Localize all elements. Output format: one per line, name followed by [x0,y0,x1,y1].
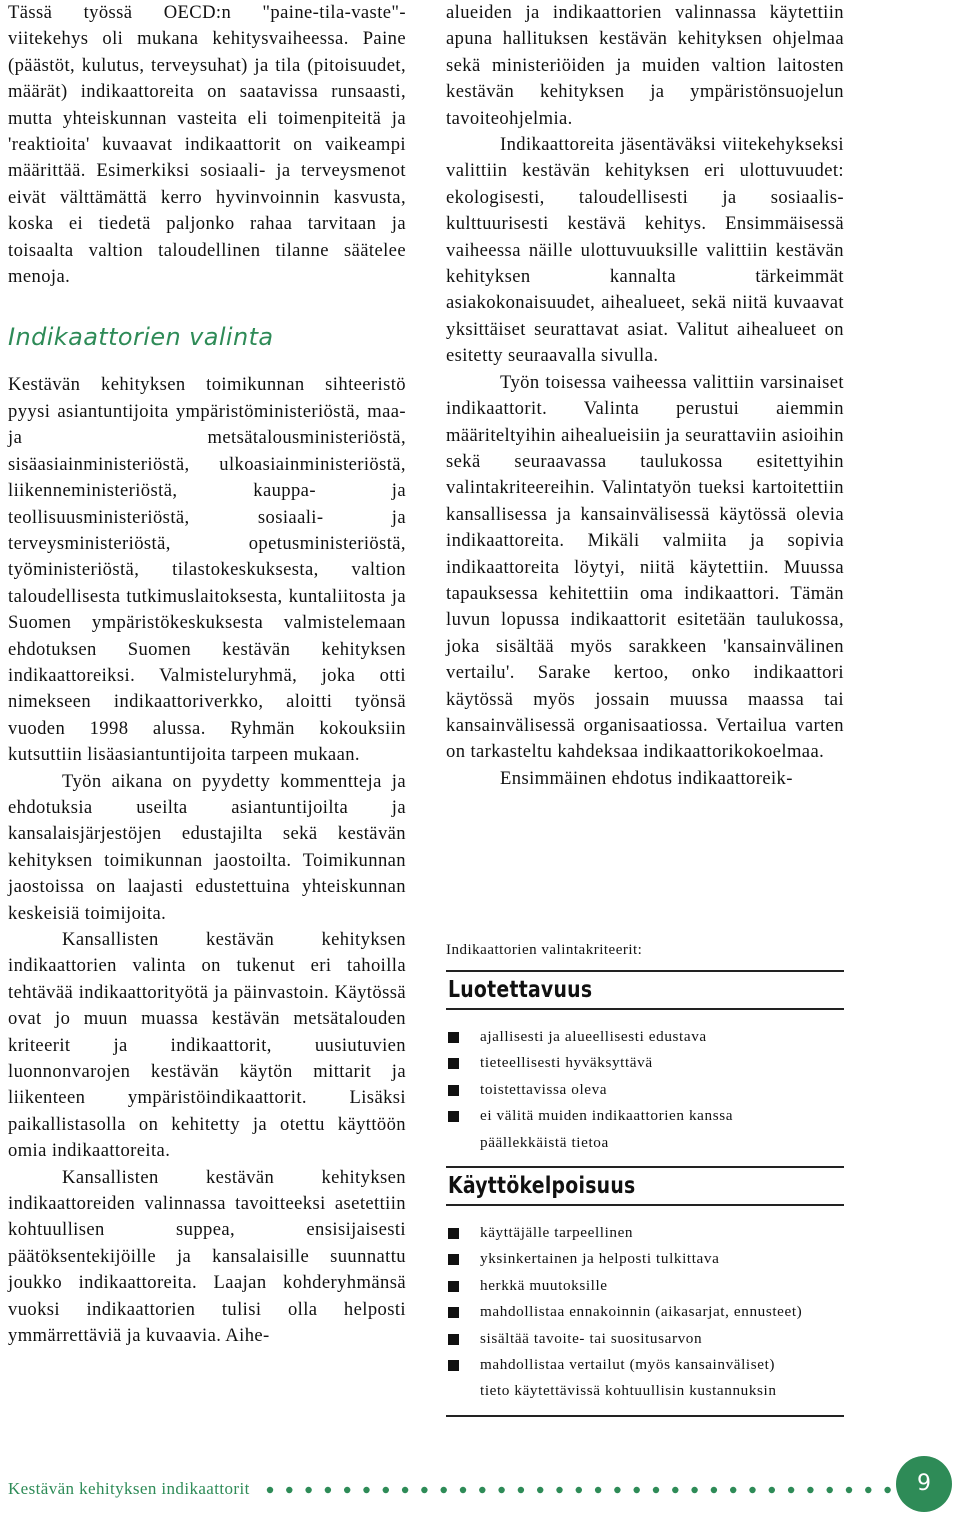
footer-dot [788,1487,794,1493]
criteria-item-text: toistettavissa oleva [480,1080,608,1098]
criteria-item [446,1352,844,1405]
criteria-item [446,1050,844,1076]
criteria-item-text: ei välitä muiden indikaattorien kanssa [480,1107,734,1125]
rule-divider [446,1008,844,1010]
footer-dot [460,1487,466,1493]
criteria-item [446,1220,844,1246]
square-bullet-icon [448,1307,459,1318]
footer-dot [344,1487,350,1493]
paragraph-secretariat: Kestävän kehityksen toimikunnan sihteeristö pyysi asiantuntijoita ympäristöministeriöstä, maa- ja metsätalousministeriöstä, sisäasiainministeriöstä, ulkoasiainministeriöstä, liikenneministeriöstä, kauppa- ja teollisuusministeriöstä, sosiaali- ja terveysministeriöstä, opetusministeriöstä, työministeriöstä, tilastokeskuksesta, valtion taloudellisesta tutkimuslaitoksesta, kuntaliitosta ja Suomen ympäristökeskuksesta valmistelemaan ehdotuksen Suomen kestävän kehityksen indikaattoreiksi. Valmisteluryhmä, joka otti nimekseen indikaattoriverkko, aloitti työnsä vuoden 1998 alussa. Ryhmän kokouksiin kutsuttiin lisäasiantuntijoita tarpeen mukaan. [8,374,406,766]
footer-dot [769,1487,775,1493]
criteria-list-usability [446,1220,844,1405]
rule-divider [446,1166,844,1168]
square-bullet-icon [448,1058,459,1069]
criteria-item-text: herkkä muutoksille [480,1276,608,1294]
footer-dot [576,1487,582,1493]
criteria-item [446,1024,844,1050]
paragraph-programs: alueiden ja indikaattorien valinnassa käytettiin apuna hallituksen kestävän kehityksen ohjelmaa sekä ministeriöiden ja muiden valtion laitosten kestävän kehityksen ja ympäristönsuojelun tavoiteohjelmia. [446,2,844,129]
footer-dot [672,1487,678,1493]
footer-dot [634,1487,640,1493]
footer-dot [653,1487,659,1493]
criteria-item-continuation: päällekkäistä tietoa [480,1133,609,1151]
criteria-item-text: ajallisesti ja alueellisesti edustava [480,1028,707,1045]
paragraph-comments: Työn aikana on pyydetty kommentteja ja ehdotuksia useilta asiantuntijoilta ja kansalaisjärjestöjen edustajilta sekä kestävän kehityksen toimikunnan jaostoilta. Toimikunnan jaostoissa on laajasti edustettuina yhteiskunnan keskeisiä toimijoita. [8,770,406,924]
footer-dot [305,1487,311,1493]
paragraph-selection-goal: Kansallisten kestävän kehityksen indikaattoreiden valinnassa tavoitteeksi asetettiin kohtuullisen suppea, ensisijaisesti päätöksentekijöille ja kansalaisille suunnattu joukko indikaattoreita. Laajan kohderyhmänsä vuoksi indikaattorien tulisi olla helposti ymmärrettäviä ja kuvaavia. Aihe- [8,1166,406,1347]
footer-publication-title: Kestävän kehityksen indikaattorit [8,1479,250,1498]
square-bullet-icon [448,1360,459,1371]
rule-divider [446,970,844,972]
left-column [8,0,406,1350]
footer-dot [402,1487,408,1493]
footer-dot [827,1487,833,1493]
footer-dot [441,1487,447,1493]
footer-dot [807,1487,813,1493]
square-bullet-icon [448,1228,459,1239]
page-number-badge: 9 [896,1456,952,1512]
paragraph-national-selection: Kansallisten kestävän kehityksen indikaattorien valinta on tukenut eri tahoilla tehtävää indikaattorityötä ja päinvastoin. Käytössä ovat jo muun muassa kestävän metsätalouden kriteerit ja indikaattorit, uusiutuvien luonnonvarojen kestävän käytön mittarit ja liikenteen ympäristöindikaattorit. Lisäksi paikallistasolla on kehitetty ja otettu käyttöön omia indikaattoreita. [8,929,406,1162]
footer-dot [479,1487,485,1493]
square-bullet-icon [448,1281,459,1292]
criteria-item [446,1326,844,1352]
criteria-item [446,1273,844,1299]
footer-dot [846,1487,852,1493]
square-bullet-icon [448,1085,459,1096]
criteria-item-continuation: tieto käytettävissä kohtuullisin kustannuksin [480,1382,777,1400]
criteria-item [446,1077,844,1103]
paragraph-framework-dimensions: Indikaattoreita jäsentäväksi viitekehykseksi valittiin kestävän kehityksen eri ulottuvuudet: ekologisesti, taloudellisesti ja sosiaalis-kulttuurisesti kestävä kehitys. Ensimmäisessä vaiheessa näille ulottuvuuksille valittiin kestävän kehityksen kannalta tärkeimmät asiakokonaisuudet, aihealueet, sekä niitä kuvaavat yksittäiset seurattavat asiat. Valitut aihealueet on esitetty seuraavalla sivulla. [446,134,844,367]
footer-dot [556,1487,562,1493]
footer-dot-leader [266,1484,894,1496]
footer-dot [711,1487,717,1493]
square-bullet-icon [448,1032,459,1043]
criteria-section-title-usability: Käyttökelpoisuus [448,1173,636,1200]
footer-dot [537,1487,543,1493]
footer-dot [325,1487,331,1493]
square-bullet-icon [448,1111,459,1122]
criteria-item [446,1299,844,1325]
criteria-item-text: sisältää tavoite- tai suositusarvon [480,1329,703,1347]
paragraph-oecd-framework: Tässä työssä OECD:n "paine-tila-vaste"-viitekehys oli mukana kehitysvaiheessa. Paine (päästöt, kulutus, terveysuhat) ja tila (pitoisuudet, määrät) indikaattoreita on saatavissa runsaasti, mutta yhteiskunnan vasteita eli toimenpiteitä ja 'reaktioita' kuvaavat indikaattorit on vaikeampi määrittää. Esimerkiksi sosiaali- ja terveysmenot eivät välttämättä kerro hyvinvoinnin kasvusta, koska ei tiedetä paljonko rahaa tarvitaan ja toisaalta valtion taloudellinen tilanne säätelee menoja. [8,2,406,288]
footer-dot [363,1487,369,1493]
square-bullet-icon [448,1334,459,1345]
rule-divider [446,1415,844,1417]
footer-dot [595,1487,601,1493]
criteria-item-text: mahdollistaa ennakoinnin (aikasarjat, ennusteet) [480,1303,803,1321]
footer-dot [884,1487,890,1493]
footer-dot [749,1487,755,1493]
footer-dot [286,1487,292,1493]
right-column [446,0,844,792]
footer-dot [614,1487,620,1493]
footer-dot [730,1487,736,1493]
footer-dot [518,1487,524,1493]
criteria-box [446,940,844,1417]
criteria-item-text: tieteellisesti hyväksyttävä [480,1054,653,1072]
rule-divider [446,1204,844,1206]
footer-dot [421,1487,427,1493]
footer-dot [865,1487,871,1493]
criteria-item-text: mahdollistaa vertailut (myös kansainväliset) [480,1356,776,1374]
paragraph-second-phase: Työn toisessa vaiheessa valittiin varsinaiset indikaattorit. Valinta perustui aiemmin määriteltyihin aihealueisiin ja seurattaviin asioihin sekä seuraavassa taulukossa esitettyihin valintakriteereihin. Valintatyön tueksi kartoitettiin kansallisessa ja kansainvälisessä käytössä olevia indikaattoreita. Mikäli valmiita ja sopivia indikaattoreita löytyi, niitä käytettiin. Muussa tapauksessa kehitettiin oma indikaattori. Tämän luvun lopussa indikaattorit esitetään taulukossa, joka sisältää myös sarakkeen 'kansainvälinen vertailu'. Sarake kertoo, onko indikaattori käytössä myös jossain muussa maassa tai kansainvälisessä organisaatiossa. Vertailua varten on tarkasteltu kahdeksaa indikaattorikokoelmaa. [446,371,844,763]
paragraph-first-proposal: Ensimmäinen ehdotus indikaattoreik- [500,767,793,789]
footer-dot [267,1487,273,1493]
footer-dot [691,1487,697,1493]
footer-dot [498,1487,504,1493]
section-heading-indicator-selection: Indikaattorien valinta [8,323,274,352]
square-bullet-icon [448,1254,459,1265]
criteria-item-text: yksinkertainen ja helposti tulkittava [480,1250,720,1268]
criteria-section-title-reliability: Luotettavuus [448,977,593,1003]
criteria-item [446,1246,844,1272]
criteria-caption: Indikaattorien valintakriteerit: [446,942,643,958]
footer-dot [383,1487,389,1493]
criteria-item-text: käyttäjälle tarpeellinen [480,1224,634,1242]
criteria-list-reliability [446,1024,844,1156]
criteria-item [446,1103,844,1156]
